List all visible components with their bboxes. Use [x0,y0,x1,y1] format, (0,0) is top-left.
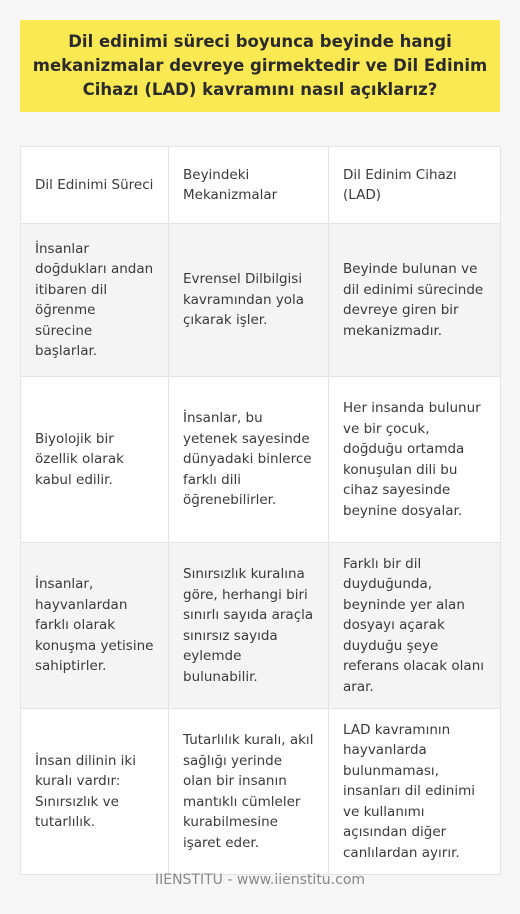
table-row [21,543,501,709]
table-cell: Beyinde bulunan ve dil edinimi sürecinde devreye giren bir mekanizmadır. [329,224,501,377]
table-header-cell: Dil Edinimi Süreci [21,147,169,224]
table-cell: İnsan dilinin iki kuralı vardır: Sınırsızlık ve tutarlılık. [21,709,169,875]
footer-credit: IIENSTITU - www.iienstitu.com [154,872,366,888]
table-cell: İnsanlar, hayvanlardan farklı olarak konuşma yetisine sahiptirler. [21,543,169,709]
table-cell: Evrensel Dilbilgisi kavramından yola çıkarak işler. [169,224,329,377]
table-cell: Sınırsızlık kuralına göre, herhangi biri sınırlı sayıda araçla sınırsız sayıda eylemde bulunabilir. [169,543,329,709]
table-cell: Biyolojik bir özellik olarak kabul edilir. [21,377,169,543]
table-cell: İnsanlar doğdukları andan itibaren dil öğrenme sürecine başlarlar. [21,224,169,377]
title-banner [20,20,500,112]
table-header-cell: Beyindeki Mekanizmalar [169,147,329,224]
table-cell: Her insanda bulunur ve bir çocuk, doğduğu ortamda konuşulan dili bu cihaz sayesinde beynine dosyalar. [329,377,501,543]
table-row [21,709,501,875]
table-row [21,377,501,543]
table-cell: Farklı bir dil duyduğunda, beyninde yer alan dosyayı açarak duyduğu şeye referans olacak olanı arar. [329,543,501,709]
table-header-row [21,147,501,224]
table-row [21,224,501,377]
table-cell: İnsanlar, bu yetenek sayesinde dünyadaki binlerce farklı dili öğrenebilirler. [169,377,329,543]
table-cell: LAD kavramının hayvanlarda bulunmaması, insanları dil edinimi ve kullanımı açısından diğer canlılardan ayırır. [329,709,501,875]
page-title: Dil edinimi süreci boyunca beyinde hangi mekanizmalar devreye girmektedir ve Dil Edinim Cihazı (LAD) kavramını nasıl açıklarız? [32,32,488,99]
table-header-cell: Dil Edinim Cihazı (LAD) [329,147,501,224]
table-cell: Tutarlılık kuralı, akıl sağlığı yerinde olan bir insanın mantıklı cümleler kurabilmesine işaret eder. [169,709,329,875]
comparison-table-container [20,146,500,875]
comparison-table [20,146,501,875]
